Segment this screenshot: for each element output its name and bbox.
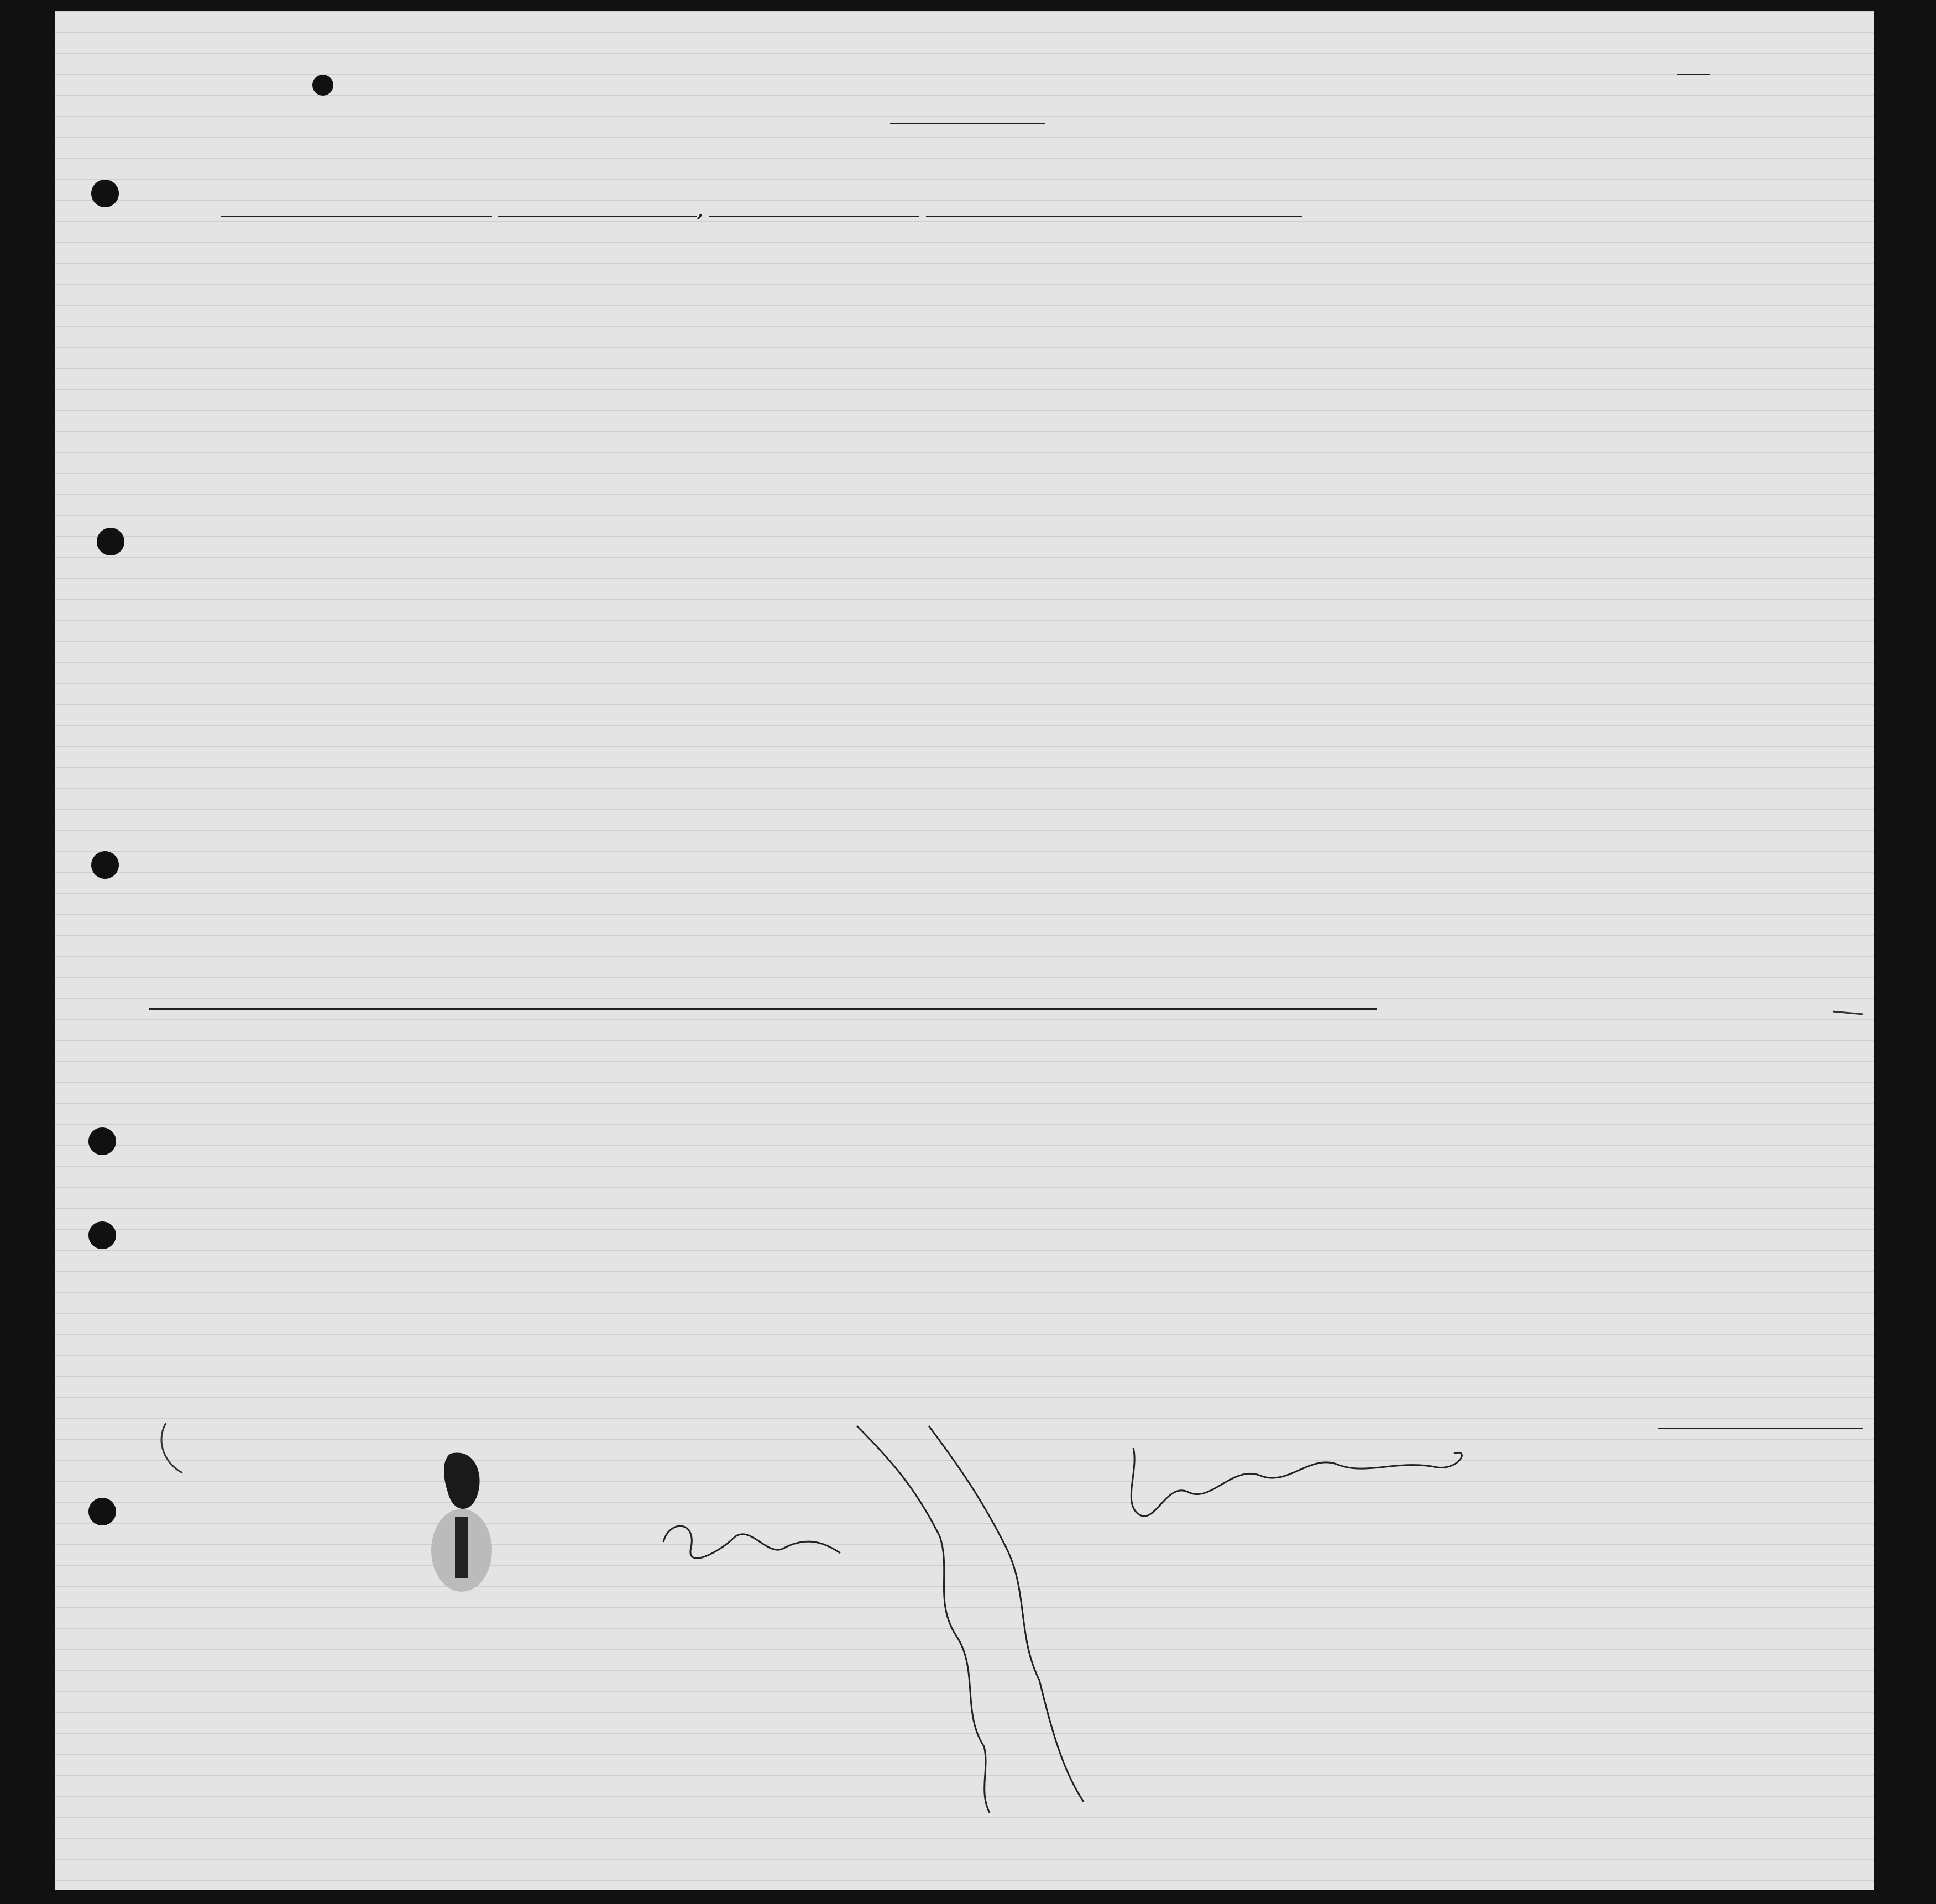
margin-bracket bbox=[161, 1423, 182, 1473]
seal-flap bbox=[444, 1452, 480, 1509]
closing-note-rule bbox=[1658, 1428, 1863, 1429]
consulate-seal bbox=[431, 1509, 492, 1592]
signature-mark bbox=[1131, 1448, 1462, 1516]
pen-squiggle bbox=[929, 1426, 1084, 1802]
consul-signature bbox=[663, 1526, 840, 1558]
struck-row-line bbox=[149, 1008, 1377, 1010]
vessel-line: , bbox=[221, 200, 1302, 221]
crossed-out-stroke bbox=[1833, 1011, 1863, 1014]
